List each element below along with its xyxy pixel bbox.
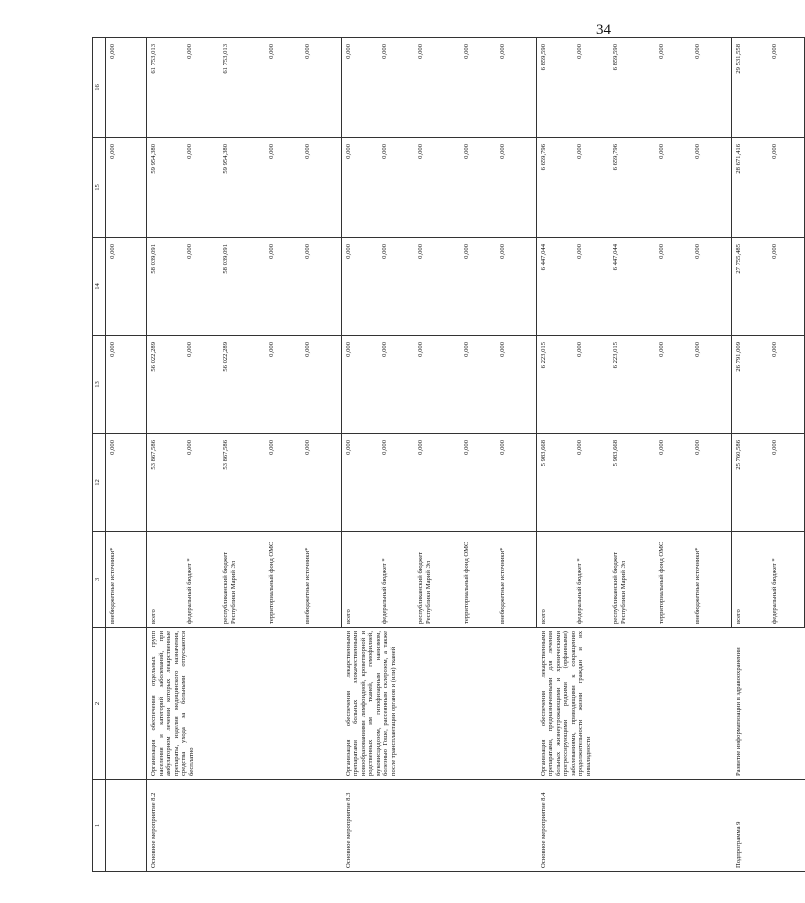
amount-cell: 0,000 — [342, 238, 379, 336]
amount-cell: 0,000 — [573, 138, 609, 238]
funding-source: территориальный фонд ОМС — [460, 532, 496, 628]
amount-cell: 0,000 — [496, 434, 537, 532]
item-code: Основное мероприятие 8.3 — [342, 780, 537, 872]
amount-cell: 0,000 — [183, 238, 219, 336]
funding-source: внебюджетные источники* — [496, 532, 537, 628]
amount-cell: 0,000 — [106, 434, 147, 532]
amount-cell: 61 753,013 — [147, 38, 184, 138]
rotated-page — [78, 16, 778, 886]
amount-cell: 0,000 — [655, 38, 691, 138]
amount-cell: 0,000 — [691, 238, 732, 336]
amount-cell: 6 447,044 — [537, 238, 574, 336]
amount-cell: 0,000 — [768, 434, 805, 532]
page-number: 34 — [596, 22, 611, 38]
col-header: 2 — [93, 628, 106, 780]
amount-cell: 6 859,590 — [609, 38, 655, 138]
amount-cell: 0,000 — [378, 434, 414, 532]
amount-cell: 0,000 — [496, 336, 537, 434]
col-header: 12 — [93, 434, 106, 532]
amount-cell: 0,000 — [655, 238, 691, 336]
col-header: 1 — [93, 780, 106, 872]
amount-cell: 6 659,796 — [537, 138, 574, 238]
amount-cell: 0,000 — [655, 336, 691, 434]
amount-cell: 29 531,558 — [732, 38, 769, 138]
amount-cell: 0,000 — [573, 38, 609, 138]
amount-cell: 0,000 — [265, 38, 301, 138]
amount-cell: 59 954,380 — [219, 138, 265, 238]
amount-cell: 0,000 — [183, 138, 219, 238]
item-code: Основное мероприятие 8.4 — [537, 780, 732, 872]
amount-cell: 0,000 — [265, 138, 301, 238]
amount-cell: 0,000 — [378, 336, 414, 434]
amount-cell: 0,000 — [301, 434, 342, 532]
amount-cell: 25 760,586 — [732, 434, 769, 532]
amount-cell: 0,000 — [414, 238, 460, 336]
amount-cell: 0,000 — [106, 138, 147, 238]
amount-cell: 61 753,013 — [219, 38, 265, 138]
funding-source: всего — [342, 532, 379, 628]
amount-cell: 0,000 — [106, 38, 147, 138]
amount-cell: 0,000 — [655, 138, 691, 238]
amount-cell: 0,000 — [342, 336, 379, 434]
amount-cell: 5 983,668 — [609, 434, 655, 532]
amount-cell: 0,000 — [655, 434, 691, 532]
funding-source: внебюджетные источники* — [691, 532, 732, 628]
amount-cell: 0,000 — [573, 238, 609, 336]
amount-cell: 0,000 — [183, 38, 219, 138]
amount-cell: 0,000 — [768, 238, 805, 336]
col-header: 15 — [93, 138, 106, 238]
amount-cell: 0,000 — [768, 336, 805, 434]
item-code — [106, 780, 147, 872]
amount-cell: 0,000 — [378, 138, 414, 238]
table-row — [537, 38, 574, 872]
amount-cell: 26 791,009 — [732, 336, 769, 434]
table-row — [732, 38, 769, 872]
funding-source: территориальный фонд ОМС — [655, 532, 691, 628]
amount-cell: 0,000 — [342, 434, 379, 532]
amount-cell: 56 022,289 — [219, 336, 265, 434]
amount-cell: 0,000 — [301, 336, 342, 434]
amount-cell: 0,000 — [691, 138, 732, 238]
amount-cell: 0,000 — [106, 238, 147, 336]
amount-cell: 0,000 — [460, 238, 496, 336]
funding-source: федеральный бюджет * — [768, 532, 805, 628]
amount-cell: 0,000 — [342, 38, 379, 138]
funding-source: республиканский бюджет Республики Марий Эл — [219, 532, 265, 628]
funding-source: территориальный фонд ОМС — [265, 532, 301, 628]
amount-cell: 6 223,015 — [537, 336, 574, 434]
amount-cell: 0,000 — [342, 138, 379, 238]
amount-cell: 58 039,091 — [219, 238, 265, 336]
item-name: Организация обеспечения лекарственными препаратами, предназначенными для лечения больных жизнеугрожающими и хроническими прогрессирующими редкими (орфанными) заболеваниями, приводящими к сокращению продолжительности жизни граждан и их инвалидности — [537, 628, 732, 780]
item-name: Организация обеспечения лекарственными препаратами больных злокачественными новообразованиями лимфоидной, кроветворной и родственных им тканей, гемофилией, муковисцидозом, гипофизарным нанизмом, болезнью Гоше, рассеянным склерозом, а также после трансплантации органов и (или) тканей — [342, 628, 537, 780]
amount-cell: 0,000 — [378, 238, 414, 336]
amount-cell: 0,000 — [460, 138, 496, 238]
col-header: 3 — [93, 532, 106, 628]
amount-cell: 0,000 — [265, 238, 301, 336]
budget-table — [92, 37, 805, 872]
amount-cell: 0,000 — [460, 434, 496, 532]
amount-cell: 6 223,015 — [609, 336, 655, 434]
amount-cell: 0,000 — [496, 238, 537, 336]
amount-cell: 0,000 — [414, 336, 460, 434]
header-row — [93, 38, 106, 872]
amount-cell: 0,000 — [378, 38, 414, 138]
funding-source: республиканский бюджет Республики Марий Эл — [609, 532, 655, 628]
col-header: 16 — [93, 38, 106, 138]
funding-source: всего — [537, 532, 574, 628]
amount-cell: 0,000 — [768, 38, 805, 138]
amount-cell: 0,000 — [106, 336, 147, 434]
amount-cell: 0,000 — [265, 434, 301, 532]
amount-cell: 58 039,091 — [147, 238, 184, 336]
amount-cell: 0,000 — [460, 336, 496, 434]
amount-cell: 53 867,586 — [147, 434, 184, 532]
amount-cell: 6 447,044 — [609, 238, 655, 336]
item-code: Подпрограмма 9 — [732, 780, 805, 872]
funding-source: федеральный бюджет * — [378, 532, 414, 628]
amount-cell: 0,000 — [265, 336, 301, 434]
amount-cell: 0,000 — [496, 138, 537, 238]
amount-cell: 0,000 — [414, 38, 460, 138]
item-code: Основное мероприятие 8.2 — [147, 780, 342, 872]
amount-cell: 0,000 — [573, 434, 609, 532]
funding-source: внебюджетные источники* — [301, 532, 342, 628]
amount-cell: 0,000 — [301, 38, 342, 138]
amount-cell: 0,000 — [414, 434, 460, 532]
funding-source: федеральный бюджет * — [183, 532, 219, 628]
amount-cell: 0,000 — [691, 336, 732, 434]
table-row — [147, 38, 184, 872]
amount-cell: 0,000 — [691, 434, 732, 532]
amount-cell: 0,000 — [768, 138, 805, 238]
funding-source: внебюджетные источники* — [106, 532, 147, 628]
table-row — [342, 38, 379, 872]
table-row — [106, 38, 147, 872]
item-name — [106, 628, 147, 780]
amount-cell: 5 983,668 — [537, 434, 574, 532]
amount-cell: 6 659,796 — [609, 138, 655, 238]
funding-source: всего — [732, 532, 769, 628]
amount-cell: 0,000 — [414, 138, 460, 238]
amount-cell: 0,000 — [691, 38, 732, 138]
amount-cell: 0,000 — [183, 336, 219, 434]
amount-cell: 0,000 — [301, 238, 342, 336]
amount-cell: 0,000 — [183, 434, 219, 532]
col-header: 14 — [93, 238, 106, 336]
amount-cell: 53 867,586 — [219, 434, 265, 532]
amount-cell: 27 755,485 — [732, 238, 769, 336]
amount-cell: 56 022,289 — [147, 336, 184, 434]
table-body — [106, 38, 805, 872]
amount-cell: 0,000 — [301, 138, 342, 238]
funding-source: республиканский бюджет Республики Марий Эл — [414, 532, 460, 628]
amount-cell: 0,000 — [573, 336, 609, 434]
amount-cell: 0,000 — [460, 38, 496, 138]
amount-cell: 59 954,380 — [147, 138, 184, 238]
item-name: Развитие информатизации в здравоохранении — [732, 628, 805, 780]
col-header: 13 — [93, 336, 106, 434]
amount-cell: 0,000 — [496, 38, 537, 138]
funding-source: всего — [147, 532, 184, 628]
amount-cell: 28 671,416 — [732, 138, 769, 238]
amount-cell: 6 859,590 — [537, 38, 574, 138]
funding-source: федеральный бюджет * — [573, 532, 609, 628]
item-name: Организация обеспечения отдельных групп населения и категорий заболеваний, при амбулаторном лечении которых лекарственные препараты, изделия медицинского назначения, средства ухода за больными отпускаются бесплатно — [147, 628, 342, 780]
